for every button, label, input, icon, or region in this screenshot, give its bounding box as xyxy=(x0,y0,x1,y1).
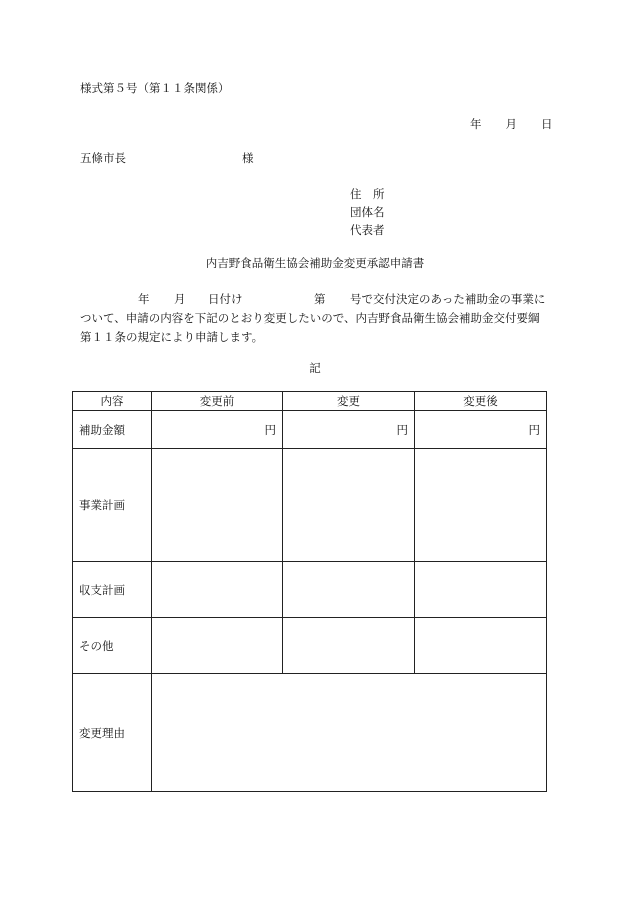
body-line-3: 第１１条の規定により申請します。 xyxy=(80,330,264,344)
body-dated: 日付け xyxy=(208,292,243,306)
body-month: 月 xyxy=(174,292,186,306)
change-table xyxy=(72,391,547,792)
date-day: 日 xyxy=(541,117,553,131)
document-title: 内吉野食品衛生協会補助金変更承認申請書 xyxy=(205,256,425,270)
submission-date xyxy=(470,116,553,132)
date-month: 月 xyxy=(505,117,517,131)
plan-after-cell[interactable] xyxy=(415,449,547,562)
body-text xyxy=(80,290,560,347)
header-before: 変更前 xyxy=(152,392,283,411)
ki-heading: 記 xyxy=(309,361,321,375)
header-content: 内容 xyxy=(73,392,152,411)
row-label-other: その他 xyxy=(73,618,152,674)
row-label-amount: 補助金額 xyxy=(73,411,152,449)
table-row xyxy=(73,411,547,449)
row-label-budget: 収支計画 xyxy=(73,562,152,618)
addressee-honorific: 様 xyxy=(242,151,254,165)
other-change-cell[interactable] xyxy=(283,618,415,674)
reason-cell[interactable] xyxy=(152,674,547,792)
body-line-1 xyxy=(80,290,560,309)
header-change: 変更 xyxy=(283,392,415,411)
other-before-cell[interactable] xyxy=(152,618,283,674)
applicant-address-label: 住 所 xyxy=(350,187,385,201)
budget-after-cell[interactable] xyxy=(415,562,547,618)
row-label-plan: 事業計画 xyxy=(73,449,152,562)
body-line1-rest: 号で交付決定のあった補助金の事業に xyxy=(350,292,546,306)
addressee xyxy=(80,150,254,166)
amount-change-cell[interactable]: 円 xyxy=(283,411,415,449)
applicant-block xyxy=(350,185,385,239)
date-year: 年 xyxy=(470,117,482,131)
body-dai: 第 xyxy=(314,292,326,306)
other-after-cell[interactable] xyxy=(415,618,547,674)
table-row xyxy=(73,674,547,792)
body-line-2: ついて、申請の内容を下記のとおり変更したいので、内吉野食品衛生協会補助金交付要綱 xyxy=(80,311,540,325)
table-row xyxy=(73,618,547,674)
header-after: 変更後 xyxy=(415,392,547,411)
body-year: 年 xyxy=(138,292,150,306)
budget-before-cell[interactable] xyxy=(152,562,283,618)
plan-before-cell[interactable] xyxy=(152,449,283,562)
amount-after-cell[interactable]: 円 xyxy=(415,411,547,449)
plan-change-cell[interactable] xyxy=(283,449,415,562)
applicant-rep-label: 代表者 xyxy=(350,223,385,237)
table-row xyxy=(73,449,547,562)
addressee-name: 五條市長 xyxy=(80,151,126,165)
form-number: 様式第５号（第１１条関係） xyxy=(80,81,230,95)
applicant-org-label: 団体名 xyxy=(350,205,385,219)
row-label-reason: 変更理由 xyxy=(73,674,152,792)
amount-before-cell[interactable]: 円 xyxy=(152,411,283,449)
budget-change-cell[interactable] xyxy=(283,562,415,618)
table-header-row xyxy=(73,392,547,411)
table-row xyxy=(73,562,547,618)
